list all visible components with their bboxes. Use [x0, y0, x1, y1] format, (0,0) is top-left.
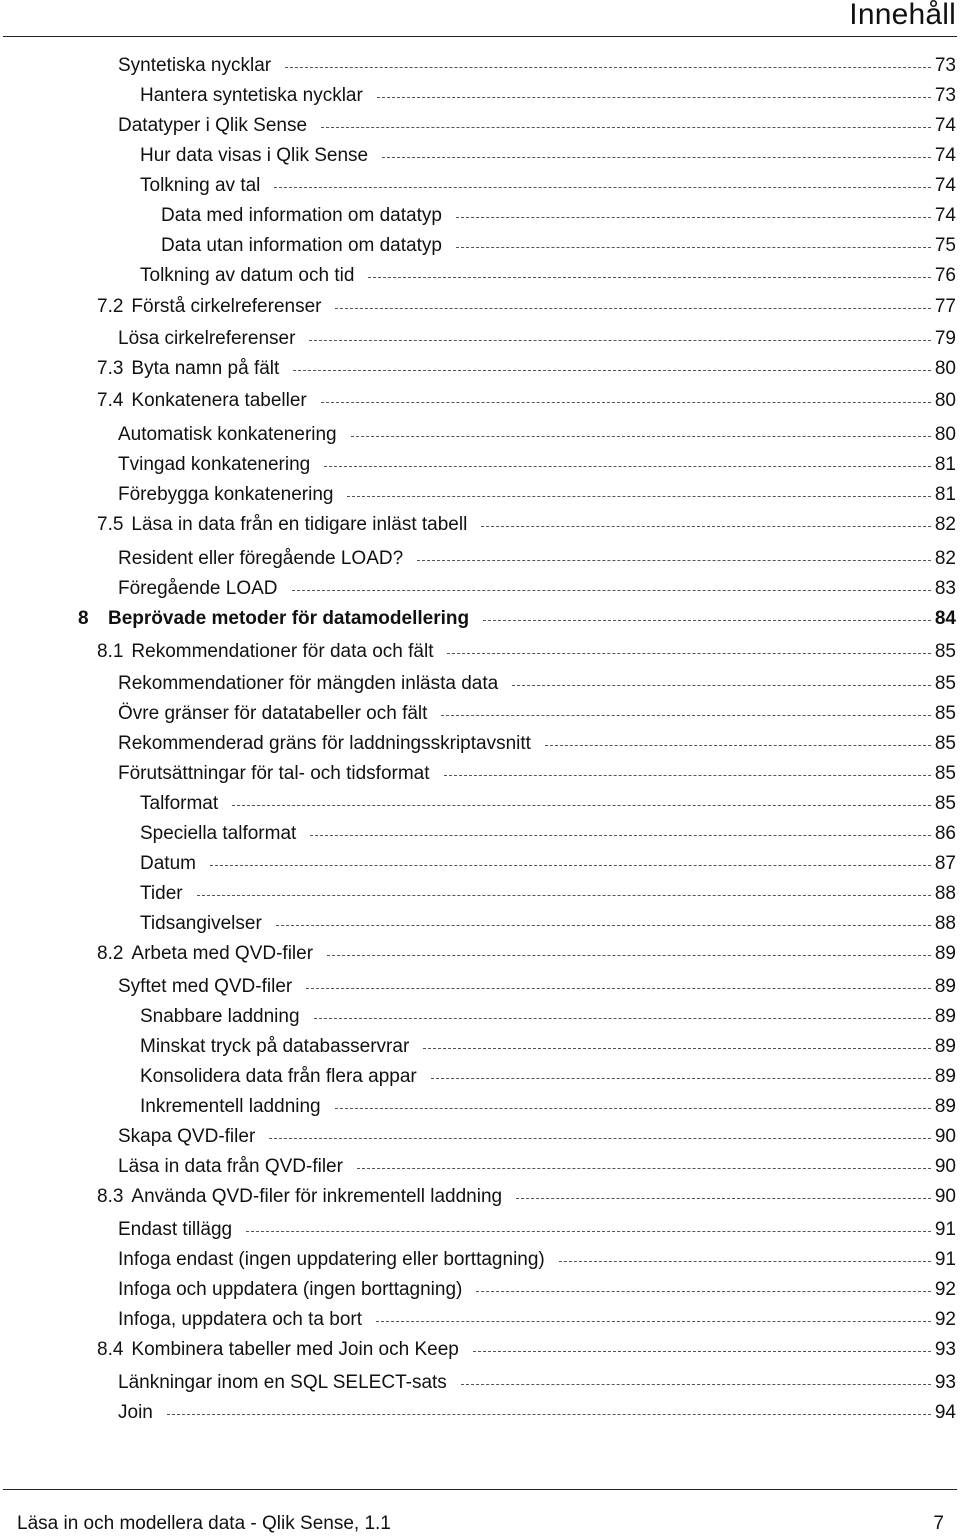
toc-entry[interactable] [0, 1154, 956, 1180]
toc-entry-page: 85 [934, 763, 956, 784]
toc-entry-page: 89 [934, 1066, 956, 1087]
toc-entry[interactable] [0, 143, 956, 169]
toc-entry-label: Datum [140, 853, 196, 874]
toc-entry-number: 7.3 [97, 358, 124, 379]
toc-entry-label: Snabbare laddning [140, 1006, 300, 1027]
toc-entry-page: 81 [934, 454, 956, 475]
toc-entry-label: Resident eller föregående LOAD? [118, 548, 404, 569]
toc-entry-label: Använda QVD-filer för inkrementell laddning [131, 1186, 503, 1207]
toc-entry[interactable] [0, 203, 956, 229]
footer-document-title: Läsa in och modellera data - Qlik Sense, 1.1 [17, 1513, 391, 1534]
toc-entry[interactable] [0, 606, 956, 632]
toc-entry-page: 85 [934, 641, 956, 662]
toc-entry[interactable] [0, 576, 956, 602]
toc-entry-label: Speciella talformat [140, 823, 297, 844]
toc-entry-label: Inkrementell laddning [140, 1096, 321, 1117]
toc-entry[interactable] [0, 974, 956, 1000]
toc-dot-leader [269, 1138, 931, 1139]
toc-entry-page: 73 [934, 55, 956, 76]
toc-dot-leader [516, 1198, 931, 1199]
toc-entry-label: Läsa in data från QVD-filer [118, 1156, 343, 1177]
toc-dot-leader [512, 685, 931, 686]
toc-dot-leader [376, 1321, 931, 1322]
toc-entry-label: Förutsättningar för tal- och tidsformat [118, 763, 430, 784]
toc-entry-label: Tvingad konkatenering [118, 454, 311, 475]
toc-dot-leader [167, 1414, 931, 1415]
toc-entry-page: 76 [934, 265, 956, 286]
toc-dot-leader [292, 590, 931, 591]
toc-entry-number: 8.1 [97, 641, 124, 662]
toc-dot-leader [293, 370, 931, 371]
toc-entry[interactable] [0, 911, 956, 937]
toc-entry-number: 8.2 [97, 943, 124, 964]
toc-entry[interactable] [0, 1307, 956, 1333]
toc-dot-leader [483, 620, 931, 621]
toc-entry[interactable] [0, 1337, 956, 1363]
toc-dot-leader [314, 1018, 931, 1019]
toc-entry[interactable] [0, 1400, 956, 1426]
toc-dot-leader [285, 67, 931, 68]
toc-entry[interactable] [0, 388, 956, 414]
toc-entry-page: 90 [934, 1126, 956, 1147]
toc-entry-label: Beprövade metoder för datamodellering [108, 608, 470, 629]
toc-entry-page: 85 [934, 673, 956, 694]
toc-entry-page: 89 [934, 1096, 956, 1117]
toc-dot-leader [473, 1351, 931, 1352]
toc-entry-page: 85 [934, 733, 956, 754]
toc-entry-label: Infoga och uppdatera (ingen borttagning) [118, 1279, 463, 1300]
toc-entry-label: Minskat tryck på databasservrar [140, 1036, 410, 1057]
toc-dot-leader [382, 157, 931, 158]
toc-dot-leader [444, 775, 931, 776]
toc-entry[interactable] [0, 881, 956, 907]
toc-dot-leader [476, 1291, 930, 1292]
toc-entry-label: Föregående LOAD [118, 578, 278, 599]
toc-entry[interactable] [0, 326, 956, 352]
toc-dot-leader [417, 560, 931, 561]
toc-entry-page: 75 [934, 235, 956, 256]
toc-entry-page: 91 [934, 1219, 956, 1240]
toc-entry[interactable] [0, 512, 956, 538]
toc-entry-label: Länkningar inom en SQL SELECT-sats [118, 1372, 447, 1393]
toc-dot-leader [377, 97, 931, 98]
toc-entry-page: 74 [934, 145, 956, 166]
toc-entry-label: Data med information om datatyp [161, 205, 442, 226]
toc-entry-label: Tolkning av datum och tid [140, 265, 355, 286]
toc-entry-page: 80 [934, 424, 956, 445]
toc-entry[interactable] [0, 452, 956, 478]
toc-entry-number: 7.2 [97, 296, 124, 317]
toc-entry-number: 8 [78, 608, 89, 629]
toc-dot-leader [456, 247, 931, 248]
toc-dot-leader [481, 526, 931, 527]
toc-entry-page: 88 [934, 913, 956, 934]
toc-entry-page: 80 [934, 358, 956, 379]
toc-entry-page: 89 [934, 1036, 956, 1057]
toc-entry[interactable] [0, 1034, 956, 1060]
toc-dot-leader [368, 277, 930, 278]
toc-dot-leader [232, 805, 931, 806]
toc-entry-label: Infoga, uppdatera och ta bort [118, 1309, 363, 1330]
toc-entry-label: Rekommendationer för data och fält [131, 641, 434, 662]
toc-entry-page: 88 [934, 883, 956, 904]
toc-entry-label: Infoga endast (ingen uppdatering eller borttagning) [118, 1249, 545, 1270]
toc-entry-number: 7.5 [97, 514, 124, 535]
toc-entry[interactable] [0, 761, 956, 787]
toc-entry[interactable] [0, 173, 956, 199]
toc-entry-page: 85 [934, 703, 956, 724]
toc-entry[interactable] [0, 851, 956, 877]
toc-entry-page: 79 [934, 328, 956, 349]
toc-entry-page: 84 [934, 608, 956, 629]
toc-entry-page: 86 [934, 823, 956, 844]
toc-entry-label: Förebygga konkatenering [118, 484, 334, 505]
toc-entry[interactable] [0, 546, 956, 572]
toc-entry[interactable] [0, 356, 956, 382]
toc-entry-label: Konsolidera data från flera appar [140, 1066, 417, 1087]
toc-dot-leader [461, 1384, 931, 1385]
toc-dot-leader [310, 835, 931, 836]
toc-entry[interactable] [0, 821, 956, 847]
page-title: Innehåll [849, 0, 956, 31]
toc-entry[interactable] [0, 731, 956, 757]
toc-entry-label: Läsa in data från en tidigare inläst tabell [131, 514, 468, 535]
toc-dot-leader [447, 653, 930, 654]
toc-entry-page: 81 [934, 484, 956, 505]
toc-dot-leader [324, 466, 931, 467]
toc-entry-page: 74 [934, 205, 956, 226]
toc-entry-label: Rekommendationer för mängden inlästa data [118, 673, 499, 694]
toc-dot-leader [423, 1048, 931, 1049]
toc-entry[interactable] [0, 113, 956, 139]
toc-entry[interactable] [0, 482, 956, 508]
toc-entry-page: 73 [934, 85, 956, 106]
toc-entry-page: 90 [934, 1186, 956, 1207]
toc-entry[interactable] [0, 1094, 956, 1120]
toc-entry[interactable] [0, 791, 956, 817]
toc-entry-page: 92 [934, 1309, 956, 1330]
toc-dot-leader [321, 402, 931, 403]
toc-entry-number: 8.4 [97, 1339, 124, 1360]
toc-dot-leader [210, 865, 931, 866]
toc-entry-label: Endast tillägg [118, 1219, 233, 1240]
toc-entry-page: 77 [934, 296, 956, 317]
toc-entry-number: 7.4 [97, 390, 124, 411]
toc-dot-leader [456, 217, 931, 218]
toc-entry[interactable] [0, 53, 956, 79]
toc-entry-label: Automatisk konkatenering [118, 424, 337, 445]
toc-entry-page: 85 [934, 793, 956, 814]
toc-entry[interactable] [0, 1184, 956, 1210]
toc-entry-page: 90 [934, 1156, 956, 1177]
toc-dot-leader [246, 1231, 931, 1232]
toc-dot-leader [309, 340, 930, 341]
toc-entry-label: Kombinera tabeller med Join och Keep [131, 1339, 459, 1360]
toc-entry[interactable] [0, 83, 956, 109]
toc-dot-leader [347, 496, 930, 497]
toc-entry[interactable] [0, 422, 956, 448]
toc-entry-label: Lösa cirkelreferenser [118, 328, 296, 349]
toc-dot-leader [545, 745, 931, 746]
toc-entry-label: Datatyper i Qlik Sense [118, 115, 308, 136]
toc-entry-page: 94 [934, 1402, 956, 1423]
toc-entry[interactable] [0, 263, 956, 289]
toc-dot-leader [441, 715, 930, 716]
toc-dot-leader [197, 895, 931, 896]
toc-entry-label: Join [118, 1402, 153, 1423]
toc-entry[interactable] [0, 294, 956, 320]
toc-entry[interactable] [0, 639, 956, 665]
toc-entry[interactable] [0, 1124, 956, 1150]
toc-dot-leader [351, 436, 931, 437]
toc-entry-label: Tider [140, 883, 183, 904]
toc-dot-leader [327, 955, 931, 956]
toc-entry[interactable] [0, 1247, 956, 1273]
toc-dot-leader [276, 925, 931, 926]
toc-entry-page: 82 [934, 548, 956, 569]
toc-entry-label: Talformat [140, 793, 219, 814]
toc-entry[interactable] [0, 1217, 956, 1243]
toc-entry-label: Rekommenderad gräns för laddningsskriptavsnitt [118, 733, 531, 754]
toc-entry[interactable] [0, 1370, 956, 1396]
footer-divider [3, 1489, 957, 1490]
toc-entry-page: 82 [934, 514, 956, 535]
toc-entry-page: 89 [934, 1006, 956, 1027]
toc-entry-label: Byta namn på fält [131, 358, 280, 379]
toc-entry-page: 93 [934, 1372, 956, 1393]
toc-entry-label: Hantera syntetiska nycklar [140, 85, 363, 106]
toc-entry[interactable] [0, 701, 956, 727]
toc-entry-page: 87 [934, 853, 956, 874]
toc-entry-page: 89 [934, 943, 956, 964]
toc-entry-page: 93 [934, 1339, 956, 1360]
toc-entry-label: Data utan information om datatyp [161, 235, 442, 256]
toc-entry-number: 8.3 [97, 1186, 124, 1207]
toc-entry-page: 89 [934, 976, 956, 997]
toc-entry[interactable] [0, 1004, 956, 1030]
toc-entry-page: 80 [934, 390, 956, 411]
toc-entry[interactable] [0, 671, 956, 697]
toc-dot-leader [357, 1168, 931, 1169]
toc-dot-leader [431, 1078, 931, 1079]
toc-dot-leader [321, 127, 931, 128]
toc-entry[interactable] [0, 941, 956, 967]
toc-dot-leader [274, 187, 930, 188]
toc-entry-label: Syntetiska nycklar [118, 55, 272, 76]
toc-entry[interactable] [0, 233, 956, 259]
toc-dot-leader [335, 308, 930, 309]
toc-dot-leader [306, 988, 931, 989]
toc-entry-label: Arbeta med QVD-filer [131, 943, 314, 964]
toc-entry[interactable] [0, 1064, 956, 1090]
toc-entry-page: 92 [934, 1279, 956, 1300]
toc-dot-leader [559, 1261, 931, 1262]
toc-entry-label: Övre gränser för datatabeller och fält [118, 703, 428, 724]
toc-entry-label: Tolkning av tal [140, 175, 261, 196]
toc-entry-label: Konkatenera tabeller [131, 390, 307, 411]
toc-entry-page: 83 [934, 578, 956, 599]
toc-entry-page: 91 [934, 1249, 956, 1270]
toc-entry[interactable] [0, 1277, 956, 1303]
toc-entry-label: Skapa QVD-filer [118, 1126, 256, 1147]
header-divider [3, 36, 957, 37]
toc-entry-page: 74 [934, 175, 956, 196]
toc-dot-leader [335, 1108, 931, 1109]
toc-entry-label: Förstå cirkelreferenser [131, 296, 322, 317]
toc-entry-label: Hur data visas i Qlik Sense [140, 145, 369, 166]
toc-entry-page: 74 [934, 115, 956, 136]
toc-entry-label: Syftet med QVD-filer [118, 976, 293, 997]
footer-page-number: 7 [933, 1513, 944, 1534]
toc-entry-label: Tidsangivelser [140, 913, 262, 934]
